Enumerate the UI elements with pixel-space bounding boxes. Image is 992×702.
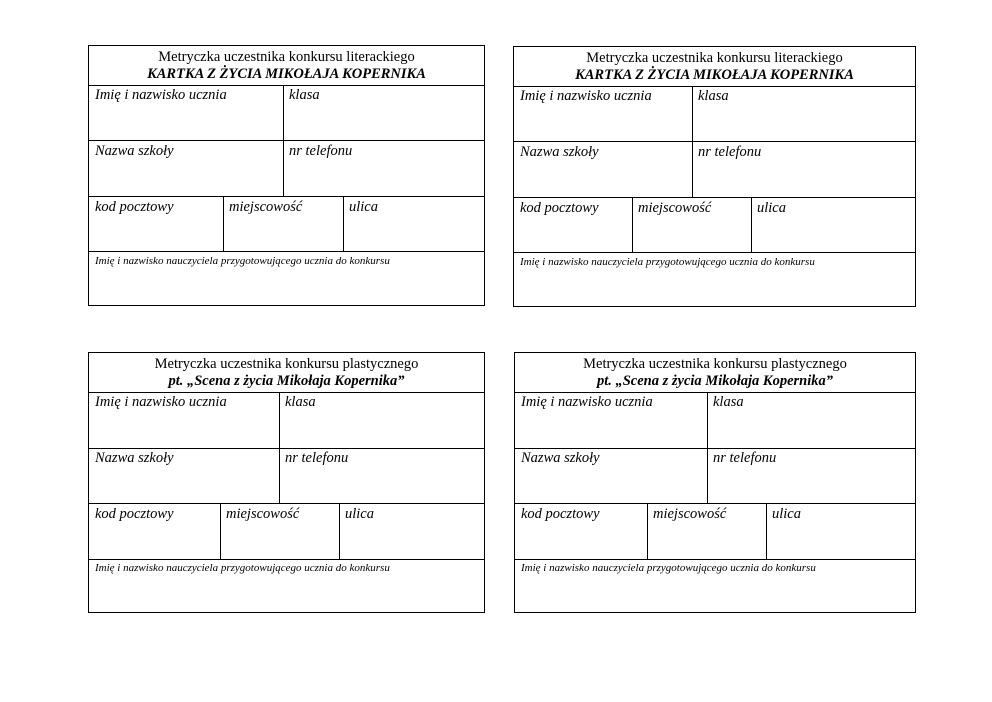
street-field[interactable]: ulica <box>349 199 378 215</box>
city-field[interactable]: miejscowość <box>653 506 727 522</box>
divider <box>89 140 484 141</box>
literary-contest-form-card <box>88 45 485 306</box>
divider <box>283 85 284 196</box>
phone-field[interactable]: nr telefonu <box>698 144 762 160</box>
card-title: Metryczka uczestnika konkursu literackiego <box>586 50 843 66</box>
divider <box>514 141 915 142</box>
divider <box>223 196 224 251</box>
divider <box>515 448 915 449</box>
postal-code-field[interactable]: kod pocztowy <box>521 506 600 522</box>
divider <box>751 197 752 252</box>
card-title: Metryczka uczestnika konkursu literackiego <box>158 49 415 65</box>
class-field[interactable]: klasa <box>713 394 744 410</box>
divider <box>515 392 915 393</box>
street-field[interactable]: ulica <box>345 506 374 522</box>
card-header <box>515 353 915 390</box>
postal-code-field[interactable]: kod pocztowy <box>95 506 174 522</box>
school-name-field[interactable]: Nazwa szkoły <box>520 144 599 160</box>
class-field[interactable]: klasa <box>698 88 729 104</box>
class-field[interactable]: klasa <box>285 394 316 410</box>
student-name-field[interactable]: Imię i nazwisko ucznia <box>521 394 653 410</box>
city-field[interactable]: miejscowość <box>226 506 300 522</box>
divider <box>89 559 484 560</box>
divider <box>89 503 484 504</box>
divider <box>515 503 915 504</box>
student-name-field[interactable]: Imię i nazwisko ucznia <box>95 394 227 410</box>
divider <box>514 252 915 253</box>
street-field[interactable]: ulica <box>757 200 786 216</box>
student-name-field[interactable]: Imię i nazwisko ucznia <box>95 87 227 103</box>
divider <box>647 503 648 559</box>
card-header <box>89 46 484 83</box>
divider <box>89 251 484 252</box>
divider <box>339 503 340 559</box>
class-field[interactable]: klasa <box>289 87 320 103</box>
divider <box>766 503 767 559</box>
divider <box>515 559 915 560</box>
divider <box>89 85 484 86</box>
card-subtitle: KARTKA Z ŻYCIA MIKOŁAJA KOPERNIKA <box>147 66 426 82</box>
school-name-field[interactable]: Nazwa szkoły <box>95 143 174 159</box>
postal-code-field[interactable]: kod pocztowy <box>520 200 599 216</box>
card-header <box>89 353 484 390</box>
divider <box>279 392 280 503</box>
card-title: Metryczka uczestnika konkursu plastycznego <box>583 356 847 372</box>
card-title: Metryczka uczestnika konkursu plastycznego <box>154 356 419 372</box>
card-subtitle: pt. „Scena z życia Mikołaja Kopernika” <box>596 373 834 389</box>
art-contest-form-card <box>88 352 485 613</box>
literary-contest-form-card <box>513 46 916 307</box>
city-field[interactable]: miejscowość <box>638 200 712 216</box>
teacher-name-field[interactable]: Imię i nazwisko nauczyciela przygotowującego ucznia do konkursu <box>520 256 815 268</box>
divider <box>514 86 915 87</box>
phone-field[interactable]: nr telefonu <box>713 450 777 466</box>
divider <box>707 392 708 503</box>
divider <box>343 196 344 251</box>
card-header <box>514 47 915 84</box>
art-contest-form-card <box>514 352 916 613</box>
card-subtitle: pt. „Scena z życia Mikołaja Kopernika” <box>168 373 405 389</box>
school-name-field[interactable]: Nazwa szkoły <box>521 450 600 466</box>
divider <box>89 448 484 449</box>
teacher-name-field[interactable]: Imię i nazwisko nauczyciela przygotowującego ucznia do konkursu <box>521 562 816 574</box>
divider <box>89 196 484 197</box>
phone-field[interactable]: nr telefonu <box>289 143 353 159</box>
divider <box>89 392 484 393</box>
postal-code-field[interactable]: kod pocztowy <box>95 199 174 215</box>
street-field[interactable]: ulica <box>772 506 801 522</box>
card-subtitle: KARTKA Z ŻYCIA MIKOŁAJA KOPERNIKA <box>575 67 854 83</box>
divider <box>514 197 915 198</box>
phone-field[interactable]: nr telefonu <box>285 450 349 466</box>
divider <box>632 197 633 252</box>
teacher-name-field[interactable]: Imię i nazwisko nauczyciela przygotowującego ucznia do konkursu <box>95 562 390 574</box>
school-name-field[interactable]: Nazwa szkoły <box>95 450 174 466</box>
divider <box>692 86 693 197</box>
teacher-name-field[interactable]: Imię i nazwisko nauczyciela przygotowującego ucznia do konkursu <box>95 255 390 267</box>
divider <box>220 503 221 559</box>
student-name-field[interactable]: Imię i nazwisko ucznia <box>520 88 652 104</box>
city-field[interactable]: miejscowość <box>229 199 303 215</box>
